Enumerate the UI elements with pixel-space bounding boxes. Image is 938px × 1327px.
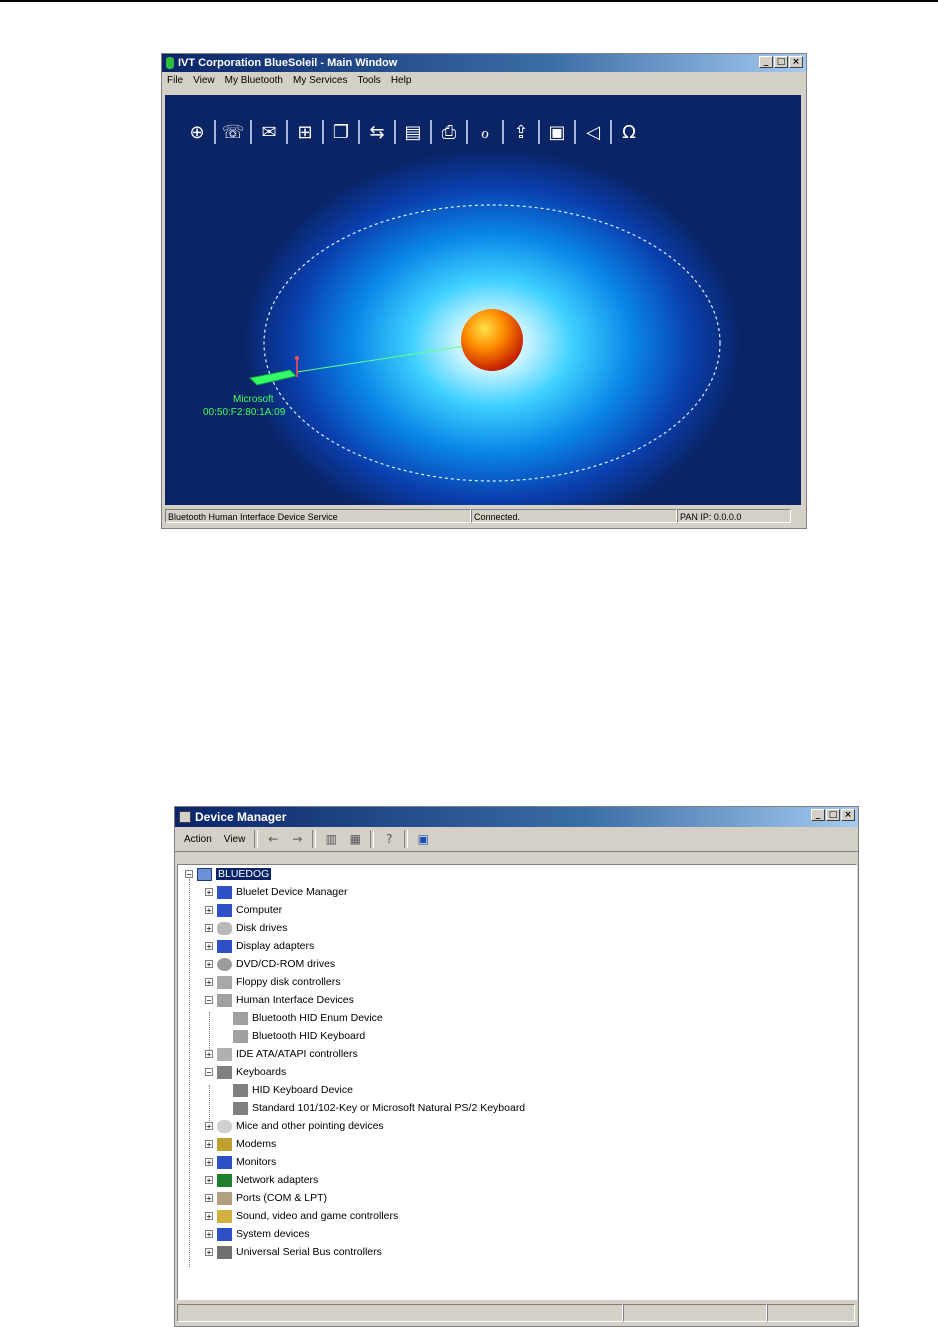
expand-toggle[interactable]: + [206,1158,212,1167]
hid-device-icon [233,1012,248,1025]
menu-file[interactable]: File [167,74,184,86]
expand-toggle[interactable]: + [206,942,212,951]
expand-toggle[interactable]: + [206,888,212,897]
tree-leaf-label: Standard 101/102-Key or Microsoft Natural PS/2 Keyboard [252,1102,526,1114]
tree-node[interactable] [205,973,340,991]
floppy-controller-icon [217,976,232,989]
close-button[interactable]: × [789,56,803,68]
tree-node-label: Mice and other pointing devices [236,1120,384,1132]
bluetooth-manager-icon [217,886,232,899]
expand-toggle[interactable]: + [206,1248,212,1257]
computer-icon [217,904,232,917]
business-card-icon[interactable]: ▣ [548,121,566,143]
back-arrow-icon[interactable]: ← [268,832,279,846]
status-pan-ip: PAN IP: 0.0.0.0 [677,509,791,523]
scan-hardware-icon[interactable]: ▣ [417,832,429,846]
tree-node-label: Human Interface Devices [236,994,354,1006]
device-manager-statusbar [177,1304,856,1324]
printer-icon[interactable]: ⎙ [441,121,457,143]
maximize-button[interactable]: □ [774,56,788,68]
expand-toggle[interactable]: + [206,1230,212,1239]
tree-node[interactable] [205,937,314,955]
dialup-icon[interactable]: ☏ [221,121,245,143]
tree-node[interactable] [205,919,287,937]
tree-node-label: IDE ATA/ATAPI controllers [236,1048,358,1060]
tree-leaf-label: Bluetooth HID Enum Device [252,1012,383,1024]
hid-icon[interactable]: ℴ [480,121,490,143]
tree-node-label: Network adapters [236,1174,319,1186]
serial-port-icon[interactable]: ▤ [404,121,422,143]
expand-toggle[interactable]: + [206,1050,212,1059]
bluesoleil-statusbar [165,509,803,525]
status-connection: Connected. [471,509,677,523]
keyboard-icon [217,1066,232,1079]
disk-drive-icon [217,922,232,935]
hid-device-icon [233,1030,248,1043]
bluesoleil-titlebar [162,54,806,72]
view-menu[interactable]: View [223,833,246,845]
device-manager-toolbar [175,827,858,852]
modem-icon [217,1138,232,1151]
fax-icon[interactable]: ✉ [261,121,277,143]
tree-node-label: Sound, video and game controllers [236,1210,399,1222]
status-panel-middle [623,1304,767,1322]
file-transfer-icon[interactable]: ❐ [332,121,350,143]
tree-node[interactable] [205,1225,310,1243]
menu-tools[interactable]: Tools [357,74,381,86]
tree-node-label: Modems [236,1138,277,1150]
device-manager-window [174,806,859,1327]
network-icon[interactable]: ⊕ [189,121,205,143]
bluesoleil-menubar [162,72,806,88]
tree-node-label: Monitors [236,1156,277,1168]
device-manager-icon [179,811,191,823]
tree-leaf[interactable] [233,1027,365,1045]
keyboard-icon [233,1084,248,1097]
device-tree [177,864,857,1300]
device-address: 00:50:F2:80:1A:09 [203,407,286,418]
display-adapter-icon [217,940,232,953]
tree-node-label: Disk drives [236,922,288,934]
page-top-rule [0,0,938,2]
device-name: Microsoft [233,394,274,405]
tree-node[interactable] [205,901,282,919]
menu-my-bluetooth[interactable]: My Bluetooth [224,74,283,86]
menu-view[interactable]: View [193,74,215,86]
lan-icon[interactable]: ⊞ [297,121,313,143]
sound-icon [217,1210,232,1223]
tree-node[interactable] [205,1135,276,1153]
minimize-button[interactable]: _ [759,56,773,68]
tree-root[interactable] [185,865,271,883]
tree-node[interactable] [205,1243,382,1261]
expand-toggle[interactable]: + [206,960,212,969]
port-icon [217,1192,232,1205]
audio-gateway-icon[interactable]: ◁ [586,121,600,143]
tree-node-label: Computer [236,904,283,916]
usb-icon [217,1246,232,1259]
status-panel-main [177,1304,623,1322]
object-push-icon[interactable]: ⇪ [513,121,529,143]
tree-node[interactable] [205,883,347,901]
expand-toggle[interactable]: + [206,924,212,933]
collapse-toggle[interactable]: − [206,1068,212,1077]
mouse-icon [217,1120,232,1133]
expand-toggle[interactable]: + [206,906,212,915]
tree-node-label: Keyboards [236,1066,287,1078]
computer-icon [197,868,212,881]
device-label[interactable] [203,393,285,419]
tree-node[interactable] [205,991,354,1009]
expand-toggle[interactable]: + [206,1176,212,1185]
hid-icon [217,994,232,1007]
bluetooth-environment-view [165,95,801,505]
tree-node-label: Ports (COM & LPT) [236,1192,328,1204]
tree-node[interactable] [205,1117,384,1135]
tree-node-label: Floppy disk controllers [236,976,341,988]
expand-toggle[interactable]: + [206,1122,212,1131]
connection-line [297,346,465,372]
status-service: Bluetooth Human Interface Device Service [165,509,471,523]
tree-node[interactable] [205,1045,358,1063]
collapse-toggle[interactable]: − [186,870,192,879]
system-devices-icon [217,1228,232,1241]
tree-node-label: DVD/CD-ROM drives [236,958,336,970]
tree-leaf-label: Bluetooth HID Keyboard [252,1030,366,1042]
show-tree-icon[interactable]: ▥ [325,832,337,846]
tree-node[interactable] [205,1171,318,1189]
minimize-button[interactable]: _ [811,809,825,821]
bluetooth-app-icon [166,57,174,69]
window-title: IVT Corporation BlueSoleil - Main Window [178,57,398,69]
expand-toggle[interactable]: + [206,1140,212,1149]
bluesoleil-window [161,53,807,529]
keyboard-icon [233,1102,248,1115]
window-title: Device Manager [195,810,287,824]
tree-leaf-label: HID Keyboard Device [252,1084,353,1096]
device-manager-titlebar [175,807,858,827]
tree-leaf[interactable] [233,1099,525,1117]
status-panel-right [767,1304,855,1322]
local-device-orb [461,309,523,371]
action-menu[interactable]: Action [184,833,212,845]
help-icon[interactable]: ? [386,832,393,846]
properties-icon[interactable]: ▦ [349,832,361,846]
expand-toggle[interactable]: + [206,1212,212,1221]
tree-node[interactable] [205,1063,286,1081]
tree-node[interactable] [205,955,335,973]
collapse-toggle[interactable]: − [206,996,212,1005]
tree-root-label: BLUEDOG [218,868,270,880]
close-button[interactable]: × [841,809,855,821]
orbit-graphic [165,95,801,505]
tree-node-label: Display adapters [236,940,315,952]
tree-node[interactable] [205,1189,327,1207]
tree-node-label: Bluelet Device Manager [236,886,348,898]
headset-icon[interactable]: Ω [622,121,636,143]
tree-leaf[interactable] [233,1009,383,1027]
tree-leaf[interactable] [233,1081,353,1099]
expand-toggle[interactable]: + [206,1194,212,1203]
tree-node-label: Universal Serial Bus controllers [236,1246,382,1258]
forward-arrow-icon[interactable]: → [292,832,303,846]
maximize-button[interactable]: □ [826,809,840,821]
tree-node[interactable] [205,1207,398,1225]
sync-icon[interactable]: ⇆ [369,121,385,143]
monitor-icon [217,1156,232,1169]
menu-my-services[interactable]: My Services [293,74,348,86]
menu-help[interactable]: Help [390,74,412,86]
tree-node-label: System devices [236,1228,310,1240]
expand-toggle[interactable]: + [206,978,212,987]
dvd-drive-icon [217,958,232,971]
tree-node[interactable] [205,1153,276,1171]
ide-controller-icon [217,1048,232,1061]
network-adapter-icon [217,1174,232,1187]
